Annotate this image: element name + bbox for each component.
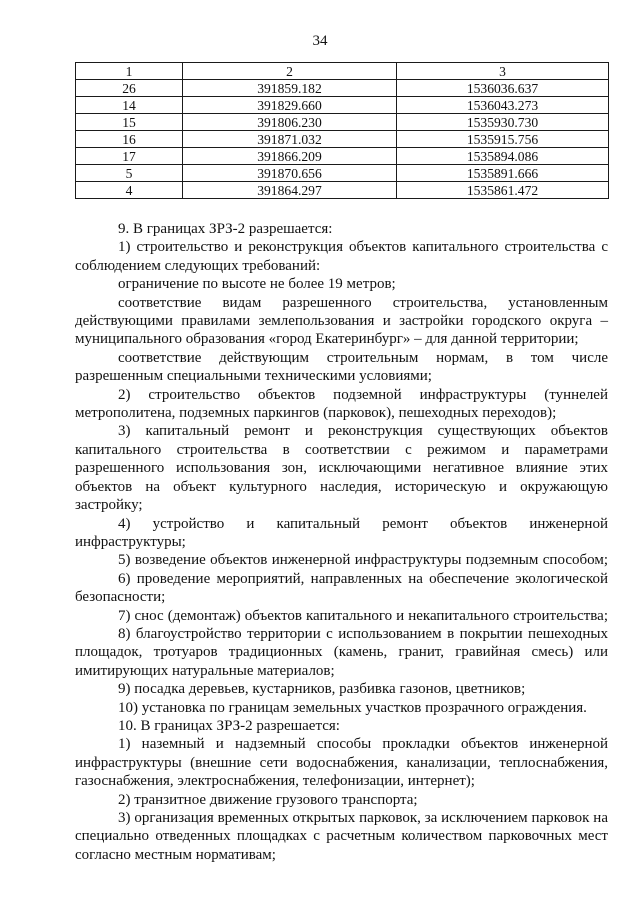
section-heading: 10. В границах ЗРЗ-2 разрешается:	[118, 717, 340, 734]
list-item: 4) устройство и капитальный ремонт объектов инженерной инфраструктуры;	[75, 515, 608, 550]
list-item: 7) снос (демонтаж) объектов капитального и некапитального строительства;	[118, 607, 608, 624]
point-number-cell: 14	[76, 97, 183, 114]
table-row	[76, 97, 609, 114]
x-coordinate-cell: 391864.297	[183, 182, 397, 199]
table-row	[76, 114, 609, 131]
table-row	[76, 80, 609, 97]
page-number: 34	[312, 33, 328, 49]
table-row	[76, 182, 609, 199]
table-header-cell: 3	[397, 63, 609, 80]
table-header-cell: 2	[183, 63, 397, 80]
list-item: 1) наземный и надземный способы прокладки объектов инженерной инфраструктуры (внешние сети водоснабжения, канализации, теплоснабжения, газоснабжения, электроснабжения, телефонизации, интернет);	[75, 736, 608, 790]
section-heading: 9. В границах ЗРЗ-2 разрешается:	[118, 221, 333, 237]
list-item: 6) проведение мероприятий, направленных на обеспечение экологической безопасности;	[75, 570, 608, 606]
point-number-cell: 15	[76, 114, 183, 131]
y-coordinate-cell: 1536043.273	[397, 97, 609, 114]
table-header-row	[76, 63, 609, 80]
document-body	[75, 220, 608, 864]
x-coordinate-cell: 391870.656	[183, 165, 397, 182]
point-number-cell: 4	[76, 182, 183, 199]
point-number-cell: 16	[76, 131, 183, 148]
y-coordinate-cell: 1535894.086	[397, 148, 609, 165]
requirement-item: соответствие действующим строительным нормам, в том числе разрешенным специальными техническими условиями;	[75, 349, 608, 385]
y-coordinate-cell: 1536036.637	[397, 80, 609, 97]
list-item: 8) благоустройство территории с использованием в покрытии пешеходных площадок, тротуаров традиционных (камень, гранит, гравийная смесь) или имитирующих натуральные материалов;	[75, 625, 608, 679]
y-coordinate-cell: 1535891.666	[397, 165, 609, 182]
point-number-cell: 26	[76, 80, 183, 97]
x-coordinate-cell: 391859.182	[183, 80, 397, 97]
point-number-cell: 5	[76, 165, 183, 182]
list-item: 10) установка по границам земельных участков прозрачного ограждения.	[118, 699, 587, 716]
list-item: 2) строительство объектов подземной инфраструктуры (туннелей метрополитена, подземных паркингов (парковок), пешеходных переходов);	[75, 386, 608, 422]
x-coordinate-cell: 391806.230	[183, 114, 397, 131]
list-item: 9) посадка деревьев, кустарников, разбивка газонов, цветников;	[118, 681, 526, 698]
x-coordinate-cell: 391871.032	[183, 131, 397, 148]
list-item: 1) строительство и реконструкция объектов капитального строительства с соблюдением следующих требований:	[75, 239, 608, 274]
requirement-item: соответствие видам разрешенного строительства, установленным действующими правилами землепользования и застройки городского округа – муниципального образования «город Екатеринбург» – для данной территории;	[75, 294, 608, 348]
point-number-cell: 17	[76, 148, 183, 165]
requirement-item: ограничение по высоте не более 19 метров;	[118, 276, 396, 293]
list-item: 2) транзитное движение грузового транспорта;	[118, 791, 418, 808]
table-row	[76, 148, 609, 165]
table-header-cell: 1	[76, 63, 183, 80]
y-coordinate-cell: 1535861.472	[397, 182, 609, 199]
y-coordinate-cell: 1535930.730	[397, 114, 609, 131]
table-row	[76, 165, 609, 182]
x-coordinate-cell: 391829.660	[183, 97, 397, 114]
list-item: 3) капитальный ремонт и реконструкция существующих объектов капитального строительства в соответствии с режимом и параметрами разрешенного использования зон, исключающими негативное влияние этих объектов на объект культурного наследия, историческую и окружающую застройку;	[75, 423, 608, 514]
y-coordinate-cell: 1535915.756	[397, 131, 609, 148]
coordinates-table	[75, 62, 609, 199]
table-row	[76, 131, 609, 148]
x-coordinate-cell: 391866.209	[183, 148, 397, 165]
list-item: 5) возведение объектов инженерной инфраструктуры подземным способом;	[118, 552, 608, 569]
list-item: 3) организация временных открытых парковок, за исключением парковок на специально отведенных площадках с расчетным количеством парковочных мест согласно местным нормативам;	[75, 810, 608, 863]
